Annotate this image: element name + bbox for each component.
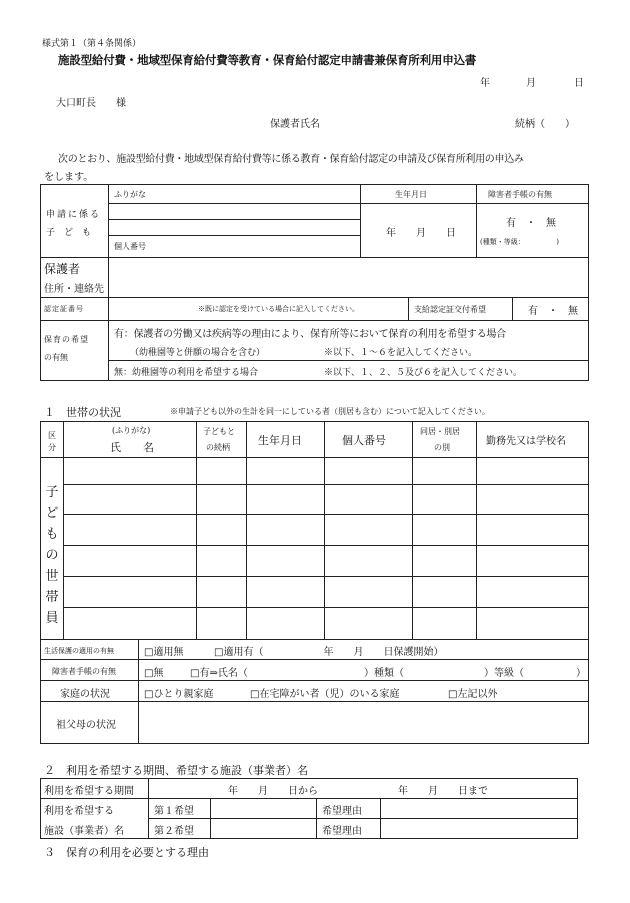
col-kubun-1: 区 xyxy=(48,431,56,440)
date-month-label: 月 xyxy=(526,78,536,89)
hope-label-2: の有無 xyxy=(44,353,68,362)
col-relation-2: の続柄 xyxy=(206,443,230,452)
period-to: 年 月 日まで xyxy=(398,786,488,797)
cert-issue-label: 支給認定証交付希望 xyxy=(414,305,486,314)
reason-2-label: 希望理由 xyxy=(322,826,362,837)
grandparent-label: 祖父母の状況 xyxy=(56,720,116,731)
disability-header: 障害者手帳の有無 xyxy=(488,190,552,199)
col-work: 勤務先又は学校名 xyxy=(486,436,566,447)
family-disabled-checkbox[interactable]: □在宅障がい者（児）のいる家庭 xyxy=(250,689,400,700)
relation-label: 続柄（ ） xyxy=(515,119,575,130)
reason-1-label: 希望理由 xyxy=(322,806,362,817)
hope-yes-line-3: ※以下、１～６を記入してください。 xyxy=(324,348,478,358)
date-day-label: 日 xyxy=(574,78,584,89)
col-living-1: 同居・別居 xyxy=(420,427,460,436)
cert-number-label: 認定証番号 xyxy=(44,305,84,313)
handbook-grade-label: ）等級（ xyxy=(484,668,524,679)
choice-2-label: 第２希望 xyxy=(154,826,194,837)
hope-yes-line-2: （幼稚園等と併願の場合を含む） xyxy=(130,348,266,358)
disability-detail: (種類・等級： ) xyxy=(480,238,559,246)
handbook-yes-checkbox[interactable]: □有⇒氏名（ xyxy=(190,668,248,679)
period-label: 利用を希望する期間 xyxy=(44,786,134,797)
furigana-label: ふりがな xyxy=(114,190,146,199)
hope-label-1: 保育の希望 xyxy=(44,335,89,344)
child-label-1: 申請に係る xyxy=(46,210,102,220)
col-birth: 生年月日 xyxy=(258,434,302,447)
household-side-label: 子どもの世帯員 xyxy=(45,485,59,626)
welfare-yes-checkbox[interactable]: □適用有（ 年 月 日保護開始） xyxy=(214,647,444,658)
disability-value: 有 ・ 無 xyxy=(506,218,556,229)
intro-line-2: をします。 xyxy=(44,172,94,183)
welfare-none-checkbox[interactable]: □適用無 xyxy=(144,647,184,658)
handbook-none-checkbox[interactable]: □無 xyxy=(144,668,164,679)
col-living-2: の別 xyxy=(434,443,450,452)
handbook-close: ） xyxy=(576,668,586,679)
hope-no-line-2: ※以下、１、２、５及び６を記入してください。 xyxy=(324,368,523,378)
hope-no-line-1: 無：幼稚園等の利用を希望する場合 xyxy=(114,368,259,378)
period-from: 年 月 日から xyxy=(228,786,318,797)
section-3-title: ３ 保育の利用を必要とする理由 xyxy=(44,846,209,859)
personal-number-label: 個人番号 xyxy=(114,242,146,251)
section-1-title: １ 世帯の状況 xyxy=(44,406,121,419)
col-furigana: (ふりがな) xyxy=(112,426,151,435)
form-title: 施設型給付費・地域型保育給付費等教育・保育給付認定申請書兼保育所利用申込書 xyxy=(58,53,477,67)
guardian-name-label: 保護者氏名 xyxy=(270,119,320,130)
birth-date-value: 年 月 日 xyxy=(386,228,456,239)
section-1-note: ※申請子ども以外の生計を同一にしている者（別居も含む）について記入してください。 xyxy=(170,407,490,416)
facility-label-2: 施設（事業者）名 xyxy=(44,826,124,837)
welfare-label: 生活保護の適用の有無 xyxy=(44,647,114,655)
guardian-label-1: 保護者 xyxy=(44,262,81,276)
hope-yes-line-1: 有：保護者の労働又は疾病等の理由により、保育所等において保育の利用を希望する場合 xyxy=(114,329,506,340)
cert-note: ※既に認定を受けている場合に記入してください。 xyxy=(198,305,359,313)
birth-date-header: 生年月日 xyxy=(395,190,427,199)
guardian-label-2: 住所・連絡先 xyxy=(44,284,104,295)
col-kubun-2: 分 xyxy=(48,443,56,452)
handbook-kind-label: ）種類（ xyxy=(364,668,404,679)
col-name: 氏 名 xyxy=(110,441,154,454)
family-label: 家庭の状況 xyxy=(60,689,110,700)
intro-line-1: 次のとおり、施設型給付費・地域型保育給付費等に係る教育・保育給付認定の申請及び保育所利用の申込み xyxy=(58,154,524,165)
child-label-2: 子 ど も xyxy=(46,228,92,238)
section-2-title: ２ 利用を希望する期間、希望する施設（事業者）名 xyxy=(44,764,308,777)
family-single-parent-checkbox[interactable]: □ひとり親家庭 xyxy=(144,689,214,700)
date-year-label: 年 xyxy=(480,78,490,89)
family-other-checkbox[interactable]: □左記以外 xyxy=(448,689,498,700)
addressee: 大口町長 様 xyxy=(56,98,126,109)
choice-1-label: 第１希望 xyxy=(154,806,194,817)
col-relation-1: 子どもと xyxy=(203,427,235,436)
handbook-label: 障害者手帳の有無 xyxy=(52,667,116,676)
col-personal: 個人番号 xyxy=(342,434,386,447)
facility-label-1: 利用を希望する xyxy=(44,806,114,817)
form-number: 様式第１（第４条関係） xyxy=(42,39,142,49)
cert-issue-value: 有 ・ 無 xyxy=(528,306,578,317)
